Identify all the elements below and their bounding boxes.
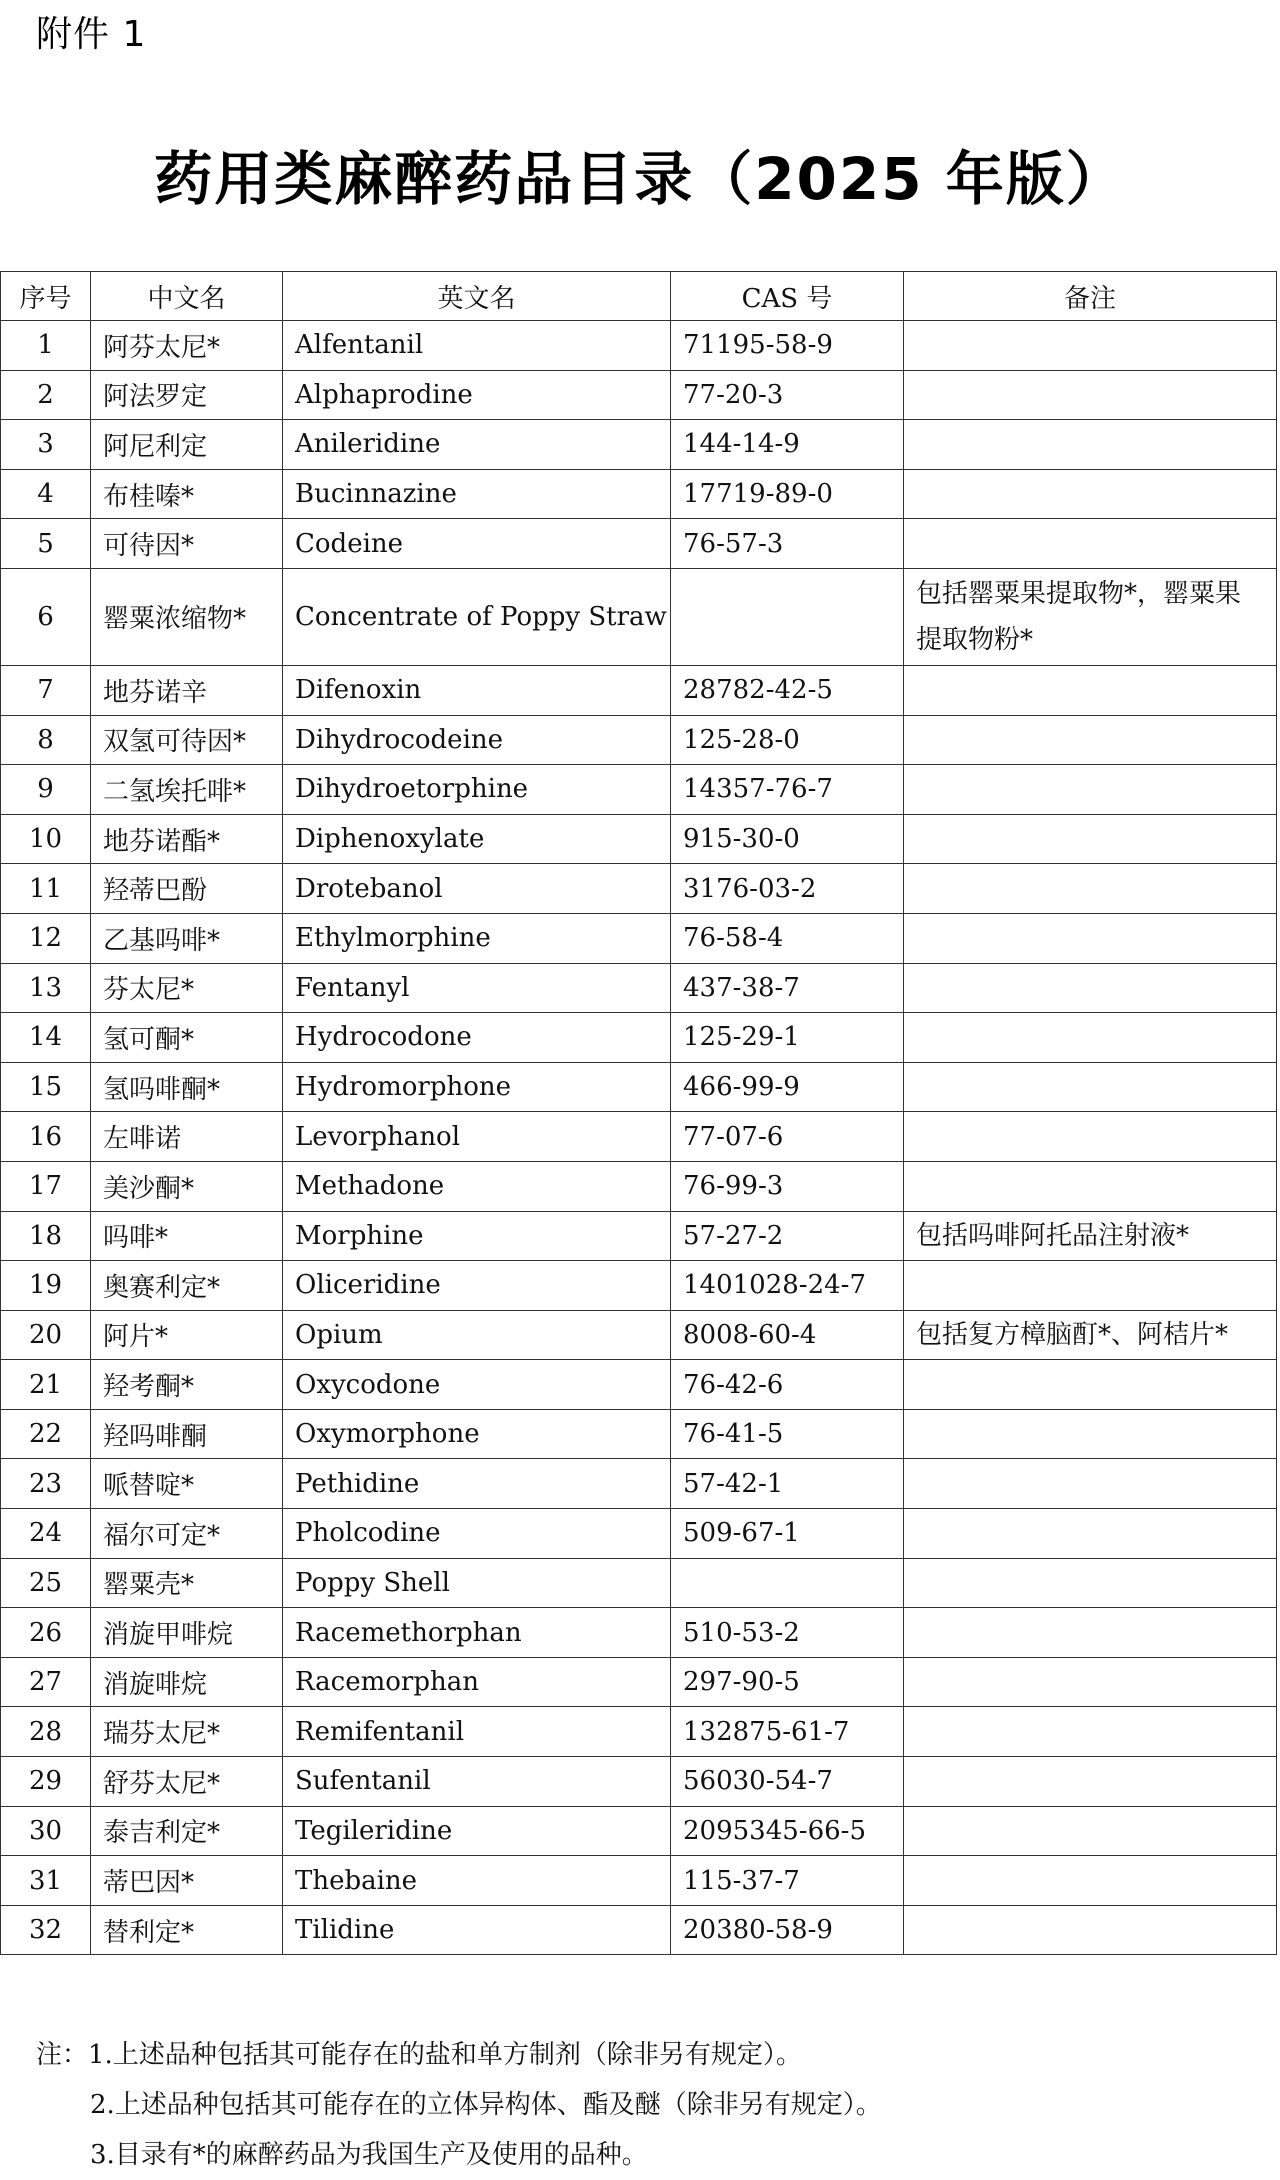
cell-chinese-name: 泰吉利定* (91, 1806, 283, 1856)
footnote-line (36, 2130, 882, 2180)
cell-chinese-name: 氢吗啡酮* (91, 1062, 283, 1112)
table-row (1, 1509, 1277, 1559)
cell-english-name: Oxycodone (283, 1360, 671, 1410)
table-row (1, 519, 1277, 569)
cell-english-name: Fentanyl (283, 963, 671, 1013)
cell-remarks (904, 1062, 1277, 1112)
page-title: 药用类麻醉药品目录（2025 年版） (154, 145, 1126, 213)
cell-cas-number: 28782-42-5 (671, 665, 904, 715)
cell-remarks (904, 963, 1277, 1013)
cell-cas-number: 57-42-1 (671, 1459, 904, 1509)
cell-chinese-name: 舒芬太尼* (91, 1757, 283, 1807)
cell-cas-number: 297-90-5 (671, 1657, 904, 1707)
cell-seq: 7 (1, 665, 91, 715)
table-row (1, 864, 1277, 914)
cell-chinese-name: 哌替啶* (91, 1459, 283, 1509)
column-header-cas: CAS 号 (671, 272, 904, 321)
cell-english-name: Alfentanil (283, 321, 671, 371)
cell-remarks: 包括复方樟脑酊*、阿桔片* (904, 1310, 1277, 1360)
cell-seq: 28 (1, 1707, 91, 1757)
cell-english-name: Morphine (283, 1211, 671, 1261)
cell-remarks (904, 1707, 1277, 1757)
cell-cas-number: 71195-58-9 (671, 321, 904, 371)
cell-english-name: Levorphanol (283, 1112, 671, 1162)
table-row (1, 1657, 1277, 1707)
cell-cas-number (671, 1558, 904, 1608)
table-row (1, 963, 1277, 1013)
cell-chinese-name: 地芬诺辛 (91, 665, 283, 715)
table-row (1, 1211, 1277, 1261)
cell-seq: 13 (1, 963, 91, 1013)
cell-chinese-name: 芬太尼* (91, 963, 283, 1013)
cell-seq: 12 (1, 913, 91, 963)
cell-english-name: Thebaine (283, 1856, 671, 1906)
cell-chinese-name: 左啡诺 (91, 1112, 283, 1162)
cell-remarks (904, 665, 1277, 715)
cell-english-name: Racemethorphan (283, 1608, 671, 1658)
table-row (1, 1459, 1277, 1509)
cell-cas-number: 510-53-2 (671, 1608, 904, 1658)
cell-remarks (904, 321, 1277, 371)
cell-english-name: Ethylmorphine (283, 913, 671, 963)
cell-cas-number: 115-37-7 (671, 1856, 904, 1906)
cell-chinese-name: 奥赛利定* (91, 1261, 283, 1311)
table-row (1, 1558, 1277, 1608)
cell-cas-number: 8008-60-4 (671, 1310, 904, 1360)
cell-seq: 15 (1, 1062, 91, 1112)
cell-remarks (904, 420, 1277, 470)
cell-english-name: Dihydroetorphine (283, 765, 671, 815)
cell-chinese-name: 消旋甲啡烷 (91, 1608, 283, 1658)
cell-seq: 32 (1, 1905, 91, 1955)
cell-english-name: Tegileridine (283, 1806, 671, 1856)
table-row (1, 469, 1277, 519)
cell-chinese-name: 替利定* (91, 1905, 283, 1955)
cell-chinese-name: 双氢可待因* (91, 715, 283, 765)
cell-remarks (904, 370, 1277, 420)
cell-cas-number: 509-67-1 (671, 1509, 904, 1559)
table-body (1, 321, 1277, 1955)
cell-english-name: Poppy Shell (283, 1558, 671, 1608)
footnote-line (36, 2080, 882, 2130)
cell-seq: 11 (1, 864, 91, 914)
cell-seq: 24 (1, 1509, 91, 1559)
cell-remarks (904, 765, 1277, 815)
table-row (1, 1905, 1277, 1955)
cell-chinese-name: 羟蒂巴酚 (91, 864, 283, 914)
drug-catalog-table (0, 271, 1277, 1955)
cell-seq: 23 (1, 1459, 91, 1509)
table-row (1, 1261, 1277, 1311)
column-header-seq: 序号 (1, 272, 91, 321)
cell-english-name: Racemorphan (283, 1657, 671, 1707)
cell-seq: 6 (1, 568, 91, 665)
table-row (1, 1856, 1277, 1906)
cell-english-name: Concentrate of Poppy Straw (283, 568, 671, 665)
cell-chinese-name: 阿法罗定 (91, 370, 283, 420)
cell-remarks (904, 864, 1277, 914)
cell-cas-number: 466-99-9 (671, 1062, 904, 1112)
cell-remarks (904, 1806, 1277, 1856)
cell-english-name: Drotebanol (283, 864, 671, 914)
cell-cas-number (671, 568, 904, 665)
cell-seq: 1 (1, 321, 91, 371)
cell-cas-number: 125-28-0 (671, 715, 904, 765)
cell-chinese-name: 罂粟浓缩物* (91, 568, 283, 665)
cell-cas-number: 76-99-3 (671, 1161, 904, 1211)
cell-remarks (904, 1161, 1277, 1211)
cell-remarks (904, 1509, 1277, 1559)
cell-remarks (904, 1757, 1277, 1807)
cell-seq: 31 (1, 1856, 91, 1906)
cell-seq: 2 (1, 370, 91, 420)
cell-chinese-name: 羟吗啡酮 (91, 1409, 283, 1459)
cell-chinese-name: 瑞芬太尼* (91, 1707, 283, 1757)
cell-english-name: Tilidine (283, 1905, 671, 1955)
column-header-english-name: 英文名 (283, 272, 671, 321)
cell-english-name: Bucinnazine (283, 469, 671, 519)
cell-cas-number: 57-27-2 (671, 1211, 904, 1261)
cell-english-name: Remifentanil (283, 1707, 671, 1757)
table-row (1, 1112, 1277, 1162)
cell-chinese-name: 二氢埃托啡* (91, 765, 283, 815)
cell-cas-number: 77-07-6 (671, 1112, 904, 1162)
cell-cas-number: 915-30-0 (671, 814, 904, 864)
cell-seq: 26 (1, 1608, 91, 1658)
table-row (1, 1310, 1277, 1360)
cell-cas-number: 17719-89-0 (671, 469, 904, 519)
cell-english-name: Oxymorphone (283, 1409, 671, 1459)
cell-chinese-name: 美沙酮* (91, 1161, 283, 1211)
table-row (1, 1161, 1277, 1211)
attachment-label: 附件 1 (36, 14, 147, 55)
cell-cas-number: 76-58-4 (671, 913, 904, 963)
cell-remarks (904, 1657, 1277, 1707)
table-row (1, 1013, 1277, 1063)
cell-seq: 4 (1, 469, 91, 519)
cell-remarks (904, 1409, 1277, 1459)
cell-english-name: Pholcodine (283, 1509, 671, 1559)
table-row (1, 1707, 1277, 1757)
cell-cas-number: 76-42-6 (671, 1360, 904, 1410)
cell-remarks (904, 814, 1277, 864)
cell-seq: 9 (1, 765, 91, 815)
cell-english-name: Anileridine (283, 420, 671, 470)
table-row (1, 420, 1277, 470)
cell-seq: 21 (1, 1360, 91, 1410)
table-row (1, 814, 1277, 864)
cell-chinese-name: 羟考酮* (91, 1360, 283, 1410)
cell-chinese-name: 氢可酮* (91, 1013, 283, 1063)
table-row (1, 715, 1277, 765)
footnote-item: 1.上述品种包括其可能存在的盐和单方制剂（除非另有规定）。 (88, 2040, 802, 2070)
cell-chinese-name: 阿片* (91, 1310, 283, 1360)
footnote-item: 3.目录有*的麻醉药品为我国生产及使用的品种。 (90, 2140, 648, 2170)
table-row (1, 1409, 1277, 1459)
cell-chinese-name: 阿芬太尼* (91, 321, 283, 371)
cell-seq: 29 (1, 1757, 91, 1807)
table-row (1, 1608, 1277, 1658)
cell-seq: 30 (1, 1806, 91, 1856)
cell-english-name: Sufentanil (283, 1757, 671, 1807)
cell-seq: 22 (1, 1409, 91, 1459)
cell-cas-number: 14357-76-7 (671, 765, 904, 815)
cell-cas-number: 20380-58-9 (671, 1905, 904, 1955)
cell-remarks (904, 913, 1277, 963)
column-header-remarks: 备注 (904, 272, 1277, 321)
column-header-chinese-name: 中文名 (91, 272, 283, 321)
table-header-row (1, 272, 1277, 321)
cell-english-name: Methadone (283, 1161, 671, 1211)
cell-remarks (904, 1013, 1277, 1063)
cell-cas-number: 132875-61-7 (671, 1707, 904, 1757)
cell-remarks (904, 1261, 1277, 1311)
cell-seq: 18 (1, 1211, 91, 1261)
cell-seq: 16 (1, 1112, 91, 1162)
cell-cas-number: 125-29-1 (671, 1013, 904, 1063)
cell-seq: 3 (1, 420, 91, 470)
cell-chinese-name: 蒂巴因* (91, 1856, 283, 1906)
cell-seq: 14 (1, 1013, 91, 1063)
table-row (1, 1757, 1277, 1807)
cell-cas-number: 76-57-3 (671, 519, 904, 569)
table-row (1, 765, 1277, 815)
table-row (1, 370, 1277, 420)
cell-seq: 27 (1, 1657, 91, 1707)
footnote-prefix: 注： (36, 2040, 89, 2070)
cell-seq: 5 (1, 519, 91, 569)
cell-seq: 8 (1, 715, 91, 765)
table-row (1, 1360, 1277, 1410)
table-row (1, 1806, 1277, 1856)
cell-english-name: Pethidine (283, 1459, 671, 1509)
cell-seq: 20 (1, 1310, 91, 1360)
cell-chinese-name: 布桂嗪* (91, 469, 283, 519)
footnote-line (36, 2030, 882, 2080)
cell-english-name: Codeine (283, 519, 671, 569)
cell-cas-number: 3176-03-2 (671, 864, 904, 914)
cell-cas-number: 144-14-9 (671, 420, 904, 470)
table-row (1, 913, 1277, 963)
cell-chinese-name: 消旋啡烷 (91, 1657, 283, 1707)
cell-english-name: Difenoxin (283, 665, 671, 715)
cell-seq: 25 (1, 1558, 91, 1608)
cell-seq: 19 (1, 1261, 91, 1311)
cell-chinese-name: 乙基吗啡* (91, 913, 283, 963)
cell-cas-number: 77-20-3 (671, 370, 904, 420)
cell-remarks (904, 1112, 1277, 1162)
cell-remarks (904, 715, 1277, 765)
footnotes (36, 2030, 882, 2180)
cell-cas-number: 437-38-7 (671, 963, 904, 1013)
cell-remarks: 包括吗啡阿托品注射液* (904, 1211, 1277, 1261)
cell-chinese-name: 阿尼利定 (91, 420, 283, 470)
cell-english-name: Hydromorphone (283, 1062, 671, 1112)
cell-remarks (904, 1608, 1277, 1658)
cell-cas-number: 76-41-5 (671, 1409, 904, 1459)
cell-remarks (904, 1905, 1277, 1955)
cell-remarks (904, 1459, 1277, 1509)
cell-seq: 10 (1, 814, 91, 864)
cell-cas-number: 2095345-66-5 (671, 1806, 904, 1856)
cell-english-name: Opium (283, 1310, 671, 1360)
cell-english-name: Hydrocodone (283, 1013, 671, 1063)
cell-remarks (904, 1558, 1277, 1608)
cell-remarks (904, 469, 1277, 519)
cell-cas-number: 56030-54-7 (671, 1757, 904, 1807)
cell-chinese-name: 福尔可定* (91, 1509, 283, 1559)
table-row (1, 568, 1277, 665)
table-row (1, 665, 1277, 715)
cell-remarks (904, 1856, 1277, 1906)
table-row (1, 1062, 1277, 1112)
cell-english-name: Dihydrocodeine (283, 715, 671, 765)
cell-chinese-name: 地芬诺酯* (91, 814, 283, 864)
cell-english-name: Alphaprodine (283, 370, 671, 420)
footnote-item: 2.上述品种包括其可能存在的立体异构体、酯及醚（除非另有规定）。 (90, 2090, 882, 2120)
cell-chinese-name: 罂粟壳* (91, 1558, 283, 1608)
cell-cas-number: 1401028-24-7 (671, 1261, 904, 1311)
cell-english-name: Diphenoxylate (283, 814, 671, 864)
table-row (1, 321, 1277, 371)
cell-remarks (904, 519, 1277, 569)
cell-remarks (904, 1360, 1277, 1410)
cell-seq: 17 (1, 1161, 91, 1211)
cell-chinese-name: 可待因* (91, 519, 283, 569)
cell-english-name: Oliceridine (283, 1261, 671, 1311)
cell-chinese-name: 吗啡* (91, 1211, 283, 1261)
cell-remarks: 包括罂粟果提取物*，罂粟果提取物粉* (904, 568, 1277, 665)
